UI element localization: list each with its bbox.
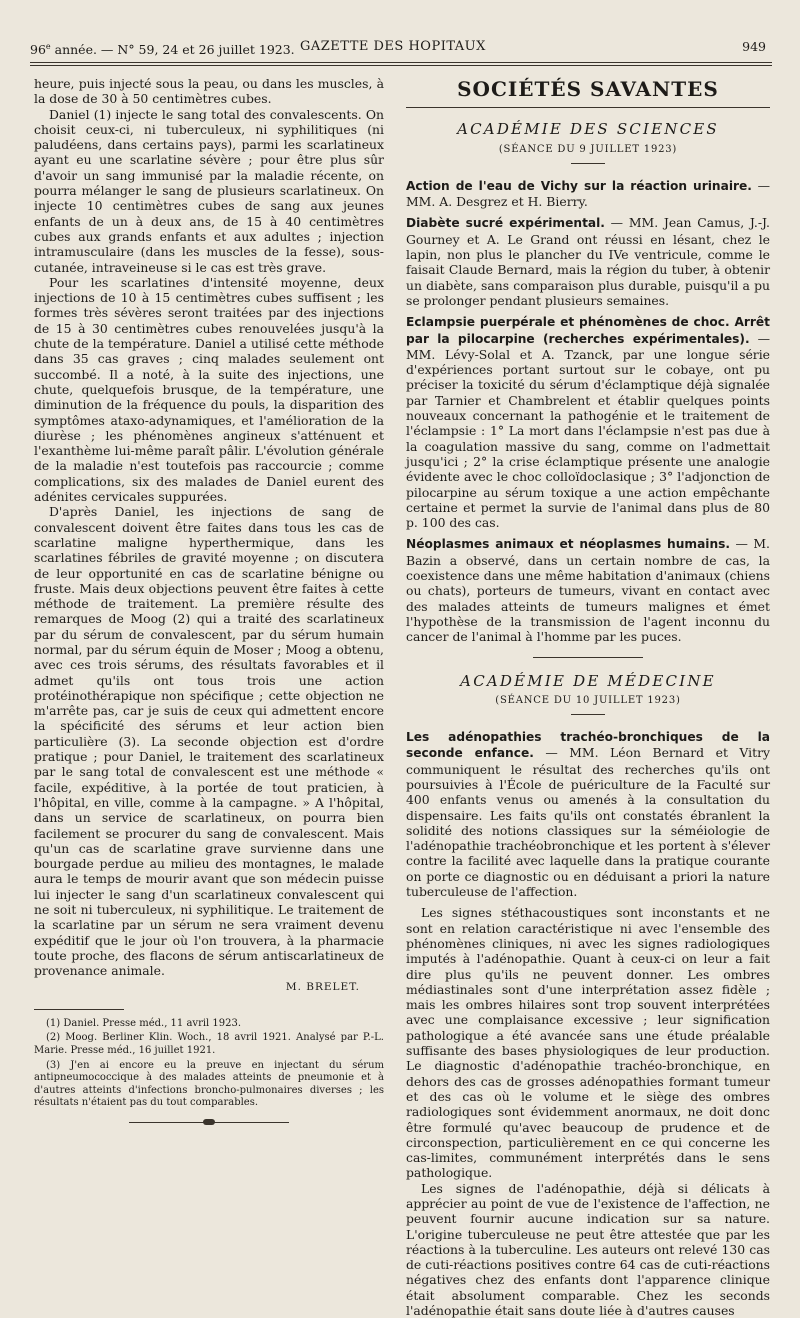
entry-title: Néoplasmes animaux et néoplasmes humains. (406, 537, 731, 552)
entry-text: — MM. A. Desgrez et H. Bierry. (406, 177, 770, 210)
section-rule (406, 107, 770, 108)
ornament-mark (203, 1119, 215, 1125)
issue-date: année. — N° 59, 24 et 26 juillet 1923. (50, 42, 295, 58)
seance-date: (SÉANCE DU 9 JUILLET 1923) (498, 143, 678, 155)
entry-text: — MM. Léon Bernard et Vitry communiquent le résultat des recherches qu'ils ont poursuivies à l'École de puériculture de la Faculté sur 400 enfants venus ou amenés à la consultation du dispensaire. Les faits qu'ils ont constatés ébranlent la solidité des notions classiques sur la séméiologie de l'adénopathie trachéobronchique et les portent à s'élever contre la facilité avec laquelle dans la pratique courante on porte ce diagnostic ou en déduisant a priori la nature tuberculeuse de l'affection. (406, 745, 771, 900)
issue-year-number: 96 (30, 42, 46, 58)
report-entry (406, 729, 770, 899)
paragraph: Daniel (1) injecte le sang total des convalescents. On choisit ceux-ci, ni tuberculeux, ni syphilitiques (ni paludéens, dans certains pays), parmi les scarlatineux ayant eu une scarlatine sévère ; pour être plus sûr d'avoir un sang immunisé par la maladie récente, on pourra mélanger le sang de plusieurs scarlatineux. On injecte 10 centimètres cubes de sang aux jeunes enfants de un à deux ans, de 15 à 40 centimètres cubes aux grands enfants et aux adultes ; injection intramusculaire (dans les muscles de la fesse), sous-cutanée, intraveineuse si le cas est très grave. (34, 106, 384, 275)
page-number: 949 (742, 39, 766, 54)
entry-title: Eclampsie puerpérale et phénomènes de choc. Arrêt par la pilocarpine (recherches expérimentales). (406, 315, 770, 346)
report-entry (406, 215, 770, 308)
entry-title: Les adénopathies trachéo-bronchiques de la seconde enfance. (406, 730, 770, 761)
issue-info (30, 36, 295, 61)
academy-sciences-title: ACADÉMIE DES SCIENCES (457, 120, 719, 139)
paragraph: D'après Daniel, les injections de sang de convalescent doivent être faites dans tous les cas de scarlatine maligne hyperthermique, dans les scarlatines fébriles de gravité moyenne ; on discutera de leur opportunité en cas de scarlatine bénigne ou fruste. Mais deux objections peuvent être faites à cette méthode de traitement. La première résulte des remarques de Moog (2) qui a traité des scarlatineux par du sérum de convalescent, par du sérum humain normal, par du sérum équin de Moser ; Moog a obtenu, avec ces trois sérums, des résultats favorables et il admet qu'ils ont tous trois une action protéinothérapique non spécifique ; cette objection ne m'arrête pas, car je suis de ceux qui admettent encore la spécificité des sérums et leur action bien particulière (3). La seconde objection est d'ordre pratique ; pour Daniel, le traitement des scarlatineux par le sang total de convalescent est une méthode « facile, expéditive, à la portée de tout praticien, à l'hôpital, en ville, comme à la campagne. » A l'hôpital, dans un service de scarlatineux, on pourra bien facilement se procurer du sang de convalescent. Mais qu'un cas de scarlatine grave survienne dans une bourgade perdue au milieu des montagnes, le malade aura le temps de mourir avant que son médecin puisse lui injecter le sang d'un scarlatineux convalescent qui ne soit ni tuberculeux, ni syphilitique. Le traitement de la scarlatine par un sérum ne sera vraiment devenu expéditif que le jour où l'on trouvera, à la pharmacie toute proche, des flacons de sérum antiscarlatineux de provenance animale. (34, 504, 384, 979)
entry-text: — MM. Jean Camus, J.-J. Gourney et A. Le Grand ont réussi en lésant, chez le lapin, non plus le plancher du IVe ventricule, comme le faisait Claude Bernard, mais la région du tuber, à obtenir un diabète, sans comparaison plus durable, puisqu'il a pu se prolonger pendant plusieurs semaines. (406, 215, 770, 308)
right-column (406, 76, 770, 1318)
entry-title: Action de l'eau de Vichy sur la réaction urinaire. (406, 178, 752, 193)
footnote: (3) J'en ai encore eu la preuve en injectant du sérum antipneumococcique à des malades atteints de pneumonie et à d'autres atteints d'infections broncho-pulmonaires diverses ; les résultats n'étaient pas du tout comparables. (34, 1059, 384, 1109)
end-ornament (129, 1122, 289, 1127)
footnote-rule (34, 1009, 124, 1010)
entry-text: — M. Bazin a observé, dans un certain nombre de cas, la coexistence dans une même habitation d'animaux (chiens ou chats), porteurs de tumeurs, vivant en contact avec des malades atteints de tumeurs malignes et émet l'hypothèse de la transmission de l'agent inconnu du cancer de l'animal à l'homme par les puces. (406, 536, 770, 645)
journal-title: GAZETTE DES HOPITAUX (300, 39, 486, 54)
header-rule (30, 62, 772, 63)
section-title: SOCIÉTÉS SAVANTES (457, 77, 719, 101)
seance-date: (SÉANCE DU 10 JUILLET 1923) (495, 694, 681, 706)
paragraph: Pour les scarlatines d'intensité moyenne, deux injections de 10 à 15 centimètres cubes suffisent ; les formes très sévères seront traitées par des injections de 15 à 30 centimètres cubes renouvelées jusqu'à la chute de la température. Daniel a utilisé cette méthode dans 35 cas graves ; cinq malades seulement ont succombé. Il a noté, à la suite des injections, une chute, quelquefois brusque, de la température, une diminution de la fréquence du pouls, la disparition des symptômes ataxo-adynamiques, et l'amélioration de la diurèse ; les phénomènes angineux s'atténuent et l'exanthème lui-même paraît pâlir. L'évolution générale de la maladie n'est toutefois pas raccourcie ; comme complications, six des malades de Daniel eurent des adénites cervicales suppurées. (34, 274, 384, 505)
footnote: (1) Daniel. Presse méd., 11 avril 1923. (46, 1017, 242, 1029)
academy-medecine-title: ACADÉMIE DE MÉDECINE (460, 671, 716, 690)
short-rule (571, 163, 605, 164)
left-column (34, 76, 384, 1127)
short-rule (571, 714, 605, 715)
paragraph: Les signes de l'adénopathie, déjà si délicats à apprécier au point de vue de l'existence de l'affection, ne peuvent fournir aucune indication sur sa nature. L'origine tuberculeuse ne peut être attestée que par les réactions à la tuberculine. Les auteurs ont relevé 130 cas de cuti-réactions positives contre 64 cas de cuti-réactions négatives chez des enfants dont l'apparence clinique était absolument comparable. Chez les seconds l'adénopathie était sans doute liée à d'autres causes (406, 1180, 770, 1318)
entry-title: Diabète sucré expérimental. (406, 216, 605, 231)
footnotes (34, 1018, 384, 1110)
entry-text: — MM. Lévy-Solal et A. Tzanck, par une longue série d'expériences portant surtout sur le cobaye, ont pu préciser la toxicité du sérum d'éclamptique déjà signalée par Tarnier et Chambrelent et établir quelques points nouveaux concernant la pathogénie et le traitement de l'éclampsie : 1° La mort dans l'éclampsie n'est pas due à la coagulation massive du sang, comme on l'admettait jusqu'ici ; 2° la crise éclamptique présente une analogie évidente avec le choc colloïdoclasique ; 3° l'adjonction de pilocarpine au sérum toxique a une action empêchante certaine et permet la survie de l'animal dans plus de 80 p. 100 des cas. (406, 330, 770, 531)
issue-ordinal: e (45, 42, 51, 51)
footnote: (2) Moog. Berliner Klin. Woch., 18 avril 1921. Analysé par P.-L. Marie. Presse méd., 16 juillet 1921. (34, 1032, 384, 1056)
report-entry (406, 314, 770, 530)
header-rule-thin (30, 65, 772, 66)
paragraph: heure, puis injecté sous la peau, ou dans les muscles, à la dose de 30 à 50 centimètres cubes. (34, 76, 384, 107)
author-signature: M. BRELET. (285, 980, 360, 993)
paragraph: Les signes stéthacoustiques sont inconstants et ne sont en relation caractéristique ni avec l'ensemble des phénomènes cliniques, ni avec les signes radiologiques imputés à l'adénopathie. Quant à ceux-ci on leur a fait dire plus qu'ils ne peuvent donner. Les ombres médiastinales sont d'une interprétation assez fidèle ; mais les ombres hilaires sont trop souvent interprétées avec une complaisance excessive ; leur signification pathologique a été avancée sans une étude préalable suffisante des bases physiologiques de leur production. Le diagnostic d'adénopathie trachéo-bronchique, en dehors des cas de grosses adénopathies formant tumeur et des cas où le volume et le siège des ombres radiologiques sont évidemment anormaux, ne doit donc être formulé qu'avec beaucoup de prudence et de circonspection, particulièrement en ce qui concerne les cas-limites, communément interprétés dans le sens pathologique. (406, 905, 770, 1181)
running-head (30, 36, 770, 58)
section-divider (533, 657, 643, 658)
report-entry (406, 178, 770, 210)
report-entry (406, 536, 770, 644)
